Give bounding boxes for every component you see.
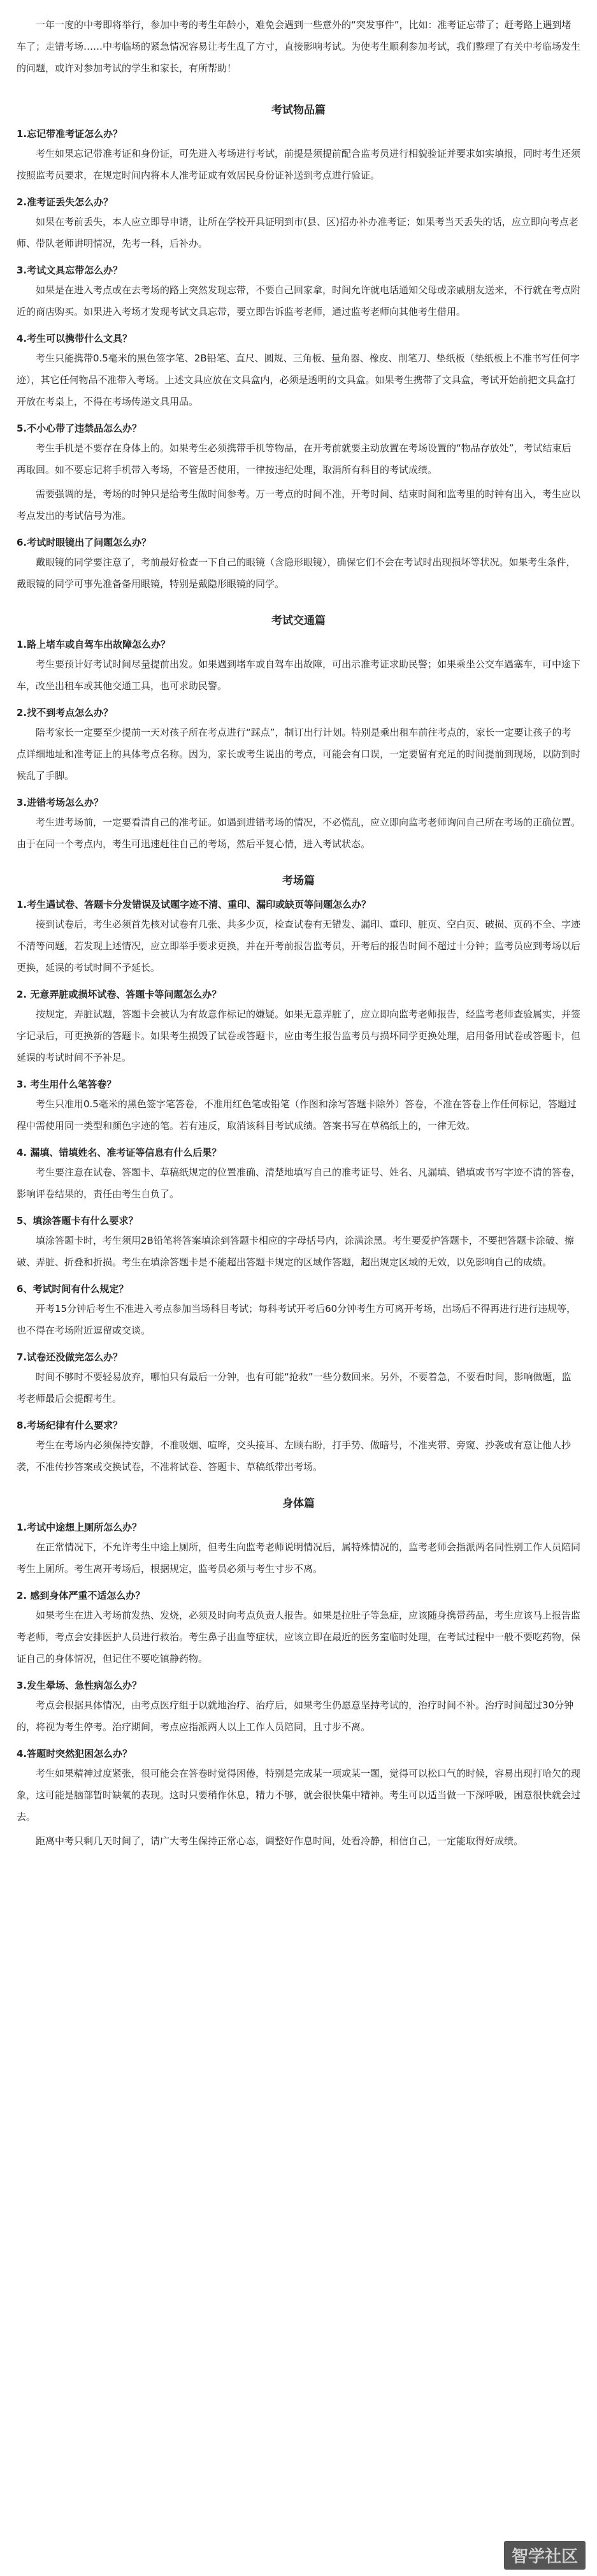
answer-paragraph: 距离中考只剩几天时间了，请广大考生保持正常心态，调整好作息时间，处看冷静，相信自己，一定能取得好成绩。 xyxy=(36,1835,524,1847)
question-heading: 3.进错考场怎么办？ xyxy=(17,797,104,808)
answer-paragraph: 时间不够时不要轻易放弃，哪怕只有最后一分钟，也有可能“抢救”一些分数回来。另外，不要着急，不要看时间，影响做题，监考老师最后会提醒考生。 xyxy=(17,1371,572,1404)
question-heading: 4.答题时突然犯困怎么办？ xyxy=(17,1748,133,1759)
question-heading: 8.考场纪律有什么要求？ xyxy=(17,1420,123,1431)
question-heading: 1.考生遇试卷、答题卡分发错误及试题字迹不清、重印、漏印或缺页等问题怎么办？ xyxy=(17,899,371,910)
section-title: 考试物品篇 xyxy=(271,104,326,117)
question-heading: 1.忘记带准考证怎么办？ xyxy=(17,128,123,140)
intro-paragraph: 一年一度的中考即将举行，参加中考的考生年龄小，难免会遇到一些意外的“突发事件”，比如：准考证忘带了；赶考路上遇到堵车了；走错考场……中考临场的紧急情况容易让考生乱了方寸，直接影响考试。为使考生顺利参加考试，我们整理了有关中考临场发生的问题，或许对参加考试的学生和家长，有所帮助！ xyxy=(17,19,581,74)
question-heading: 2.找不到考点怎么办？ xyxy=(17,707,113,718)
question-heading: 6.考试时眼镜出了问题怎么办？ xyxy=(17,537,152,548)
answer-paragraph: 考生在考场内必须保持安静，不准吸烟、喧哗，交头接耳、左顾右盼，打手势、做暗号，不准夹带、旁窥、抄袭或有意让他人抄袭，不准传抄答案或交换试卷，不准将试卷、答题卡、草稿纸带出考场。 xyxy=(17,1439,572,1473)
answer-paragraph: 考生如果忘记带准考证和身份证，可先进入考场进行考试，前提是须提前配合监考员进行相貌验证并要求如实填报，同时考生还须按照监考员要求，在规定时间内将本人准考证或有效居民身份证补送到考点进行验证。 xyxy=(17,148,581,181)
answer-paragraph: 按规定，弄脏试题，答题卡会被认为有故意作标记的嫌疑。如果无意弄脏了，应立即向监考老师报告，经监考老师查验属实，并签字记录后，可更换新的答题卡。如果考生损毁了试卷或答题卡，应由考生报告监考员与损坏同学更换处理，启用备用试卷或答题卡，但延误的考试时间不予补足。 xyxy=(17,1008,581,1063)
section-title: 考试交通篇 xyxy=(271,615,326,627)
answer-paragraph: 需要强调的是，考场的时钟只是给考生做时间参考。万一考点的时间不准，开考时间、结束时间和监考里的时钟有出入，考生应以考点发出的考试信号为准。 xyxy=(17,488,581,521)
question-heading: 1.考试中途想上厕所怎么办？ xyxy=(17,1522,142,1533)
question-heading: 2.准考证丢失怎么办？ xyxy=(17,196,113,208)
answer-paragraph: 陪考家长一定要至少提前一天对孩子所在考点进行“踩点”，制订出行计划。特别是乘出租车前往考点的，家长一定要让孩子的考点详细地址和准考证上的具体考点名称。因为，家长或考生说出的考点，可能会有口误，一定要留有充足的时间提前到现场，以防到时候乱了手脚。 xyxy=(17,727,581,782)
question-heading: 6、考试时间有什么规定？ xyxy=(17,1283,129,1295)
question-heading: 4. 漏填、错填姓名、准考证等信息有什么后果？ xyxy=(17,1147,222,1158)
answer-paragraph: 考生手机是不要存在身体上的。如果考生必须携带手机等物品，在开考前就要主动放置在考场设置的“物品存放处”，考试结束后再取回。如不要忘记将手机带入考场，不管是否使用，一律按违纪处理，取消所有科目的考试成绩。 xyxy=(17,442,572,476)
question-heading: 1.路上堵车或自驾车出故障怎么办？ xyxy=(17,639,171,650)
answer-paragraph: 考生要预计好考试时间尽量提前出发。如果遇到堵车或自驾车出故障，可出示准考证求助民警；如果乘坐公交车遇塞车，可中途下车，改坐出租车或其他交通工具，也可求助民警。 xyxy=(17,659,581,692)
section-title: 考场篇 xyxy=(282,875,315,887)
answer-paragraph: 考点会根据具体情况，由考点医疗组于以就地治疗、治疗后，如果考生仍愿意坚持考试的，治疗时间不补。治疗时间超过30分钟的，将视为考生停考。治疗期间，考点应指派两人以上工作人员陪同，且寸步不离。 xyxy=(17,1699,574,1733)
question-heading: 5、填涂答题卡有什么要求？ xyxy=(17,1215,138,1226)
answer-paragraph: 如果在考前丢失，本人应立即导申请，让所在学校开具证明到市(县、区)招办补办准考证；如果考当天丢失的话，应立即向考点老师、带队老师讲明情况，先考一科，后补办。 xyxy=(17,216,579,249)
question-heading: 3. 考生用什么笔答卷？ xyxy=(17,1079,117,1090)
answer-paragraph: 考生进考场前，一定要看清自己的准考证。如遇到进错考场的情况，不必慌乱，应立即向监考老师询问自己所在考场的正确位置。由于在同一个考点内，考生可迅速赶往自己的考场，然后平复心情，进入考试状态。 xyxy=(17,817,581,850)
question-heading: 5.不小心带了违禁品怎么办？ xyxy=(17,423,142,434)
question-heading: 3.考试文具忘带怎么办？ xyxy=(17,265,123,276)
answer-paragraph: 如果是在进入考点或在去考场的路上突然发现忘带，不要自己回家拿，时间允许就电话通知父母或亲戚朋友送来，不行就在考点附近的商店购买。如果进入考场才发现考试文具忘带，要立即告诉监考老师，通过监考老师向其他考生借用。 xyxy=(17,284,581,317)
answer-paragraph: 戴眼镜的同学要注意了，考前最好检查一下自己的眼镜（含隐形眼镜），确保它们不会在考试时出现损坏等状况。如果考生条件，戴眼镜的同学可事先准备备用眼镜，特别是戴隐形眼镜的同学。 xyxy=(17,557,576,590)
question-heading: 7.试卷还没做完怎么办？ xyxy=(17,1351,123,1363)
question-heading: 4.考生可以携带什么文具？ xyxy=(17,333,133,344)
answer-paragraph: 开考15分钟后考生不准进入考点参加当场科目考试；每科考试开考后60分钟考生方可离开考场，出场后不得再进行进行违规等，也不得在考场附近逗留或交谈。 xyxy=(17,1303,577,1336)
question-heading: 3.发生晕场、急性病怎么办？ xyxy=(17,1680,142,1691)
answer-paragraph: 考生如果精神过度紧张，很可能会在答卷时觉得困倦，特别是完成某一项或某一题，觉得可以松口气的时候，容易出现打哈欠的现象，这可能是脑部暂时缺氧的表现。这时只要稍作休息，精力不够，就会很快集中精神。考生可以适当做一下深呼吸，困意很快就会过去。 xyxy=(17,1768,581,1823)
answer-paragraph: 填涂答题卡时，考生须用2B铅笔将答案填涂到答题卡相应的字母括号内，涂满涂黑。考生要爱护答题卡，不要把答题卡涂破、擦破、弄脏、折叠和折损。考生在填涂答题卡是不能超出答题卡规定的区域作答题，超出规定区域的无效，以免影响自己的成绩。 xyxy=(17,1235,574,1268)
section-title: 身体篇 xyxy=(282,1497,315,1510)
answer-paragraph: 考生只准用0.5毫米的黑色签字笔答卷，不准用红色笔或铅笔（作图和涂写答题卡除外）答卷，不准在答卷上作任何标记，答题过程中需使用同一类型和颜色字迹的笔。若有违反，取消该科目考试成绩。答案书写在草稿纸上的，一律无效。 xyxy=(17,1098,577,1132)
answer-paragraph: 考生要注意在试卷、答题卡、草稿纸规定的位置准确、清楚地填写自己的准考证号、姓名、凡漏填、错填或书写字迹不清的答卷，影响评卷结果的，责任由考生自负了。 xyxy=(17,1167,581,1200)
answer-paragraph: 如果考生在进入考场前发热、发烧，必须及时向考点负责人报告。如果是拉肚子等急症，应该随身携带药品，考生应该马上报告监考老师，考点会安排医护人员进行救治。考生鼻子出血等症状，应该立即在最近的医务室临时处理，在考试过程中一般不要吃药物，保证自己的身体情况，但记住不要吃镇静药物。 xyxy=(17,1610,581,1664)
site-watermark: 智学社区 xyxy=(504,2541,586,2570)
answer-paragraph: 考生只能携带0.5毫米的黑色签字笔、2B铅笔、直尺、圆规、三角板、量角器、橡皮、削笔刀、垫纸板（垫纸板上不准书写任何字迹），其它任何物品不准带入考场。上述文具应放在文具盒内，必须是透明的文具盒。如果考生携带了文具盒，考试开始前把文具盒打开放在考桌上，不得在考场传递文具用品。 xyxy=(17,353,580,407)
answer-paragraph: 接到试卷后，考生必须首先核对试卷有几张、共多少页，检查试卷有无错发、漏印、重印、脏页、空白页、破损、页码不全、字迹不清等问题，若发现上述情况，应立即举手要求更换，并在开考前报告监考员，开考后的报告时间不超过十分钟；监考员应到考场以后更换，延误的考试时间不予延长。 xyxy=(17,919,581,973)
question-heading: 2. 感到身体严重不适怎么办？ xyxy=(17,1590,145,1601)
sections-container xyxy=(0,101,597,1852)
answer-paragraph: 在正常情况下，不允许考生中途上厕所，但考生向监考老师说明情况后，属特殊情况的，监考老师会指派两名同性别工作人员陪同考生上厕所。考生离开考场后，根据规定，监考员必须与考生寸步不离。 xyxy=(17,1541,581,1575)
question-heading: 2. 无意弄脏或损坏试卷、答题卡等问题怎么办？ xyxy=(17,989,222,1000)
